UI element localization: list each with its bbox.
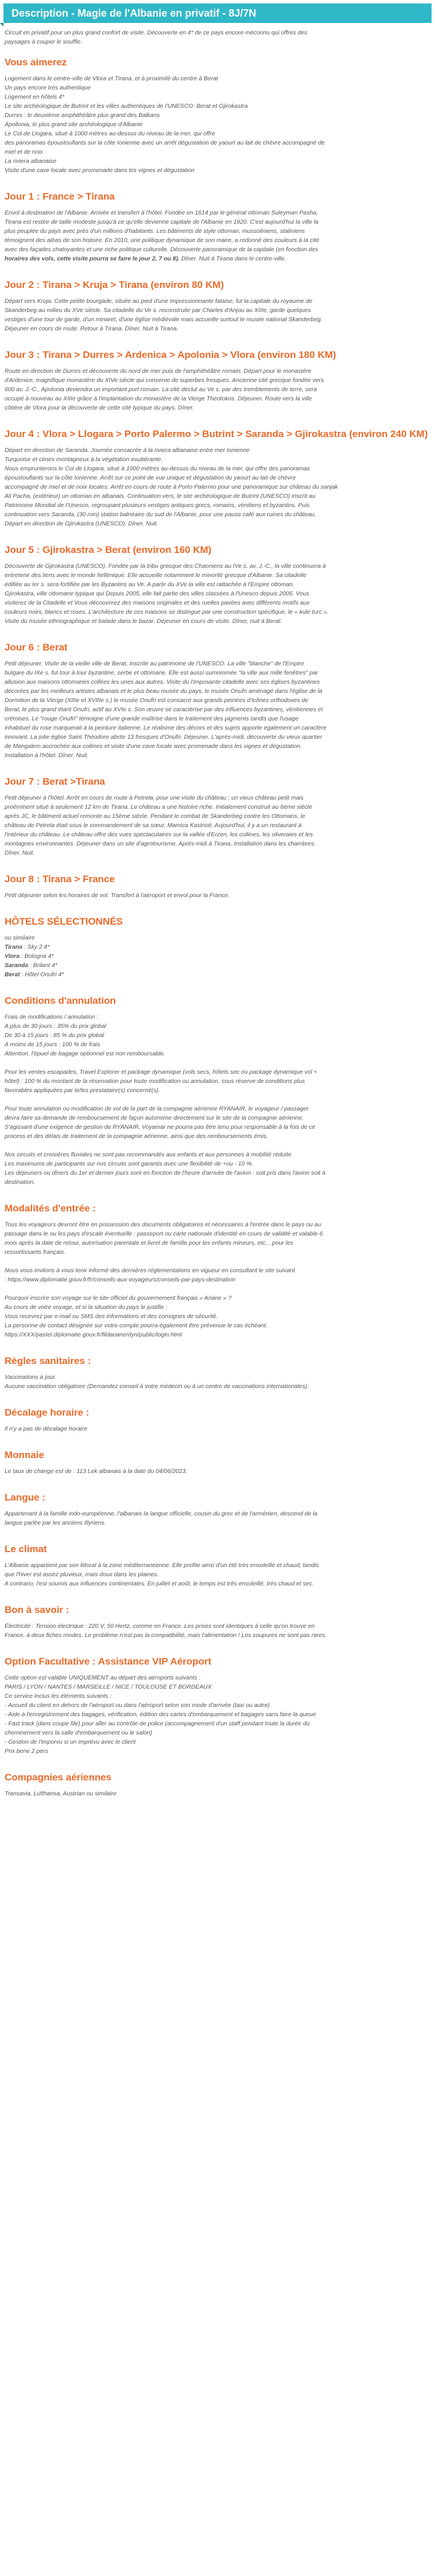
day-line: édifiée au Ier s. sera fortifiée par les Byzantins au Ve. A partir du XVe la ville est rattachée à l'Empire ottoman.	[5, 582, 294, 588]
love-item: Apollonia, le plus grand site archéologique d'Albanie	[5, 122, 143, 128]
love-item: Un pays encore très authentique	[5, 85, 91, 91]
day-line: château de Petrela était sous le commandement de sa sœur, Mamica Kastrioti. Aujourd'hui, il y a un restaurant à	[5, 823, 302, 829]
day-line: Dormition de la Vierge (XIIIe et XVIIIe s.) le musée Onufri est consacré aux grands peintres d'icônes orthodoxes de	[5, 697, 309, 704]
modalites-line: Vous recevrez par e-mail ou SMS des informations et des consignes de sécurité.	[5, 1314, 218, 1320]
cancel-line: hôtel) : 100 % du montant de la réservation pour toute modification ou annulation, sous réserve de conditions plus	[5, 1078, 305, 1085]
day-line: innovant. La jolie église Saint Théodore abrite 13 fresques d'Onufri. Déjeuner. L'après-midi, découverte du vieux quartier	[5, 734, 323, 741]
day-line: 600 av. J.-C., Apolonia deviendra un important port romain. La cité déclut au Ve s. par des tremblements de terre, sera	[5, 387, 317, 393]
day-line: Envol à destination de l'Albanie. Arrivée et transfert à l'hôtel. Fondée en 1614 par le général ottoman Suleyman Pasha,	[5, 210, 318, 216]
day-line: époustouflants sur la côte Ionienne. Arrêt sur ce point de vue unique et dégustation du yaourt au lait de chèvre	[5, 475, 296, 481]
day-line: occupé à nouveau au XIIIe grâce à l'implantation du monastère de la Vierge Theotokos. Déjeuner. Route vers la ville	[5, 396, 312, 402]
modalites-link[interactable]: https://XXX/pastel.diplomatie.gouv.fr/fildariane/dyn/public/login.html	[5, 1332, 182, 1338]
langue-line: langue parlée par les anciens Illyriens.	[5, 1520, 106, 1526]
day-title: Jour 6 : Berat	[5, 642, 68, 653]
love-item: Le site archéologique de Butrint et les villes authentiques de l'UNESCO: Berat et Gjirokastra	[5, 103, 248, 110]
vip-line: Ce service inclus les éléments suivants :	[5, 1693, 112, 1700]
day-line: Petit déjeuner. Visite de la vieille ville de Berat, inscrite au patrimoine de l'UNESCO. La ville "blanche" de l'Empire	[5, 661, 304, 667]
section-cancel	[5, 995, 430, 1187]
modalites-link[interactable]: : https://www.diplomatie.gouv.fr/fr/conseils-aux-voyageurs/conseils-par-pays-destination	[5, 1277, 236, 1283]
hotel-city: Tirana	[5, 944, 22, 950]
hotel-item	[5, 971, 430, 980]
day-line: Patrimoine Mondial de l'Unesco, regroupant plusieurs vestiges antiques grecs, romains, vénitiens et byzantins. Puis	[5, 502, 310, 509]
day-line: avec des façades chatoyantes et une riche politique culturelle. Découverte panoramique de la capitale (en fonction des	[5, 247, 319, 253]
day-line: crétoises. Le "rouge Onufri" témoigne d'une grande maîtrise dans le traitement des pigments tandis que l'usage	[5, 716, 299, 722]
section-title: Modalités d'entrée :	[5, 1203, 96, 1214]
day-title: Jour 8 : Tirana > France	[5, 874, 115, 884]
section-title: Règles sanitaires :	[5, 1355, 91, 1366]
day-line: continuation vers Saranda, (30 min) station balnéaire du sud de l'Albanie, pour une pause café aux ruines du château.	[5, 512, 316, 518]
section-bon-a-savoir	[5, 1604, 430, 1640]
day-line: proéminent situé à seulement 12 km de Tirana. Le château a une histoire riche. Initialement construit au 6ème siècle	[5, 804, 312, 810]
section-title: Option Facultative : Assistance VIP Aéroport	[5, 1656, 212, 1667]
day-line: Skanderbeg au milieu du XVe siècle. Sa citadelle du Ve s. reconstruite par Charles d'Anjou au XIIIe, garde quelques	[5, 307, 311, 314]
day-7	[5, 775, 430, 858]
section-modalites	[5, 1202, 430, 1340]
section-title: Compagnies aériennes	[5, 1772, 112, 1783]
day-line: l'intérieur du château. Le château offre des vues spectaculaires sur la vallée d'Erzen, les collines, les oliveraies et les	[5, 832, 313, 838]
love-item: Durres : le deuxième amphithéâtre plus grand des Balkans	[5, 112, 160, 119]
vip-line: cheminement vers la salle d'embarquement ou le salon)	[5, 1730, 153, 1736]
day-line: Découverte de Gjirokastra (UNESCO). Fondée par la tribu grecque des Chaoniens au IVe s. av. J.-C., la ville continuera à	[5, 563, 326, 570]
love-item: La riviera albanaise	[5, 158, 57, 165]
love-item: Visite d'une cave locale avec promenade dans les vignes et dégustation	[5, 167, 195, 174]
day-line: Nous emprunterons le Col de Llogara, situé à 1000 mètres au-dessus du niveau de la mer, qui offre des panoramas	[5, 466, 310, 472]
day-line	[5, 255, 430, 264]
section-title: Monnaie	[5, 1449, 44, 1460]
hotel-city: Saranda	[5, 962, 29, 969]
hotel-city: Vlora	[5, 953, 20, 960]
day-line: montagnes environnantes. Déjeuner dans un site d'agrotourisme. Après-midi à Tirana. Installation dans les chambres.	[5, 841, 316, 847]
day-line: Petit déjeuner selon les horaires de vol. Transfert à l'aéroport et envol pour la France.	[5, 893, 230, 899]
cancel-line: Pour toute annulation ou modification de vol de la part de la compagnie aérienne RYANAIR, le voyageur / passager	[5, 1106, 309, 1112]
cancel-line: Nos circuits et croisières fluviales ne sont pas recommandés aux enfants et aux personnes à mobilité réduite.	[5, 1152, 293, 1158]
day-title: Jour 4 : Vlora > Llogara > Porto Palermo > Butrint > Saranda > Gjirokastra (environ 240 KM)	[5, 428, 428, 439]
cancel-line: devra faire sa demande de remboursement de façon autonome directement sur le site de la compagnie aérienne.	[5, 1115, 304, 1121]
day-line: Départ vers Kruja. Cette petite bourgade, située au pied d'une impressionnante falaise, fut la capitale du royaume de	[5, 298, 313, 305]
day-line: d'Ardenice, magnifique monastère du XIVe siècle qui conserve de superbes fresques. Ancienne cité grecque fondée vers	[5, 377, 324, 384]
vip-line: - Accueil du client en dehors de l'aéroport ou dans l'aéroport selon son mode d'arrivée (taxi ou autre)	[5, 1702, 270, 1709]
modalites-line: passage dans le ou les pays d'escale éventuelle : passeport ou carte nationale d'identité en cours de validité et valable 6	[5, 1231, 323, 1237]
day-line: Départ en direction de Saranda. Journée consacrée à la riviera albanaise entre mer Ionienne	[5, 447, 250, 454]
day-line: après JC, le bâtiment actuel remonte au 15ème siècle. Pendant le combat de Skanderbeg contre les Ottomans, le	[5, 813, 305, 820]
day-5	[5, 544, 430, 626]
day-line: de Mangalem accrochée aux collines et visite d'une cave locale avec promenade dans les vignes et dégustation.	[5, 743, 302, 750]
climat-line: L'Albanie appartient par son littoral à la zone méditerranéenne. Elle profite ainsi d'un été très ensoleillé et chaud, tandis	[5, 1562, 319, 1569]
climat-line: que l'hiver est assez pluvieux, mais doux dans les plaines.	[5, 1572, 159, 1578]
section-vip	[5, 1655, 430, 1756]
section-title: Le climat	[5, 1544, 47, 1554]
modalites-line: Nous vous invitons à vous tenir informé des dernières réglementations en vigueur en consultant le site suivant	[5, 1268, 295, 1274]
love-item: Logement dans le centre-ville de Vlora et Tirana, et à proximité du centre à Berat	[5, 76, 218, 82]
section-sanitaire	[5, 1355, 430, 1392]
hotel-name: : Sky 2 4*	[22, 944, 50, 950]
cancel-line: process et des délais de traitement de la compagnie aérienne, ainsi que des remboursements émis.	[5, 1133, 269, 1140]
section-climat	[5, 1543, 430, 1589]
day-line: bulgare du IXe s. fut tour à tour byzantine, serbe et ottomane. Elle est aussi surnommée "la ville aux mille fenêtres" par	[5, 670, 319, 676]
intro-line: Circuit en privatif pour un plus grand confort de visite. Découverte en 4* de ce pays encore méconnu qui offres des	[5, 30, 308, 36]
decalage-line: Il n'y a pas de décalage horaire	[5, 1426, 88, 1432]
day-line: visiterez de la Citadelle et Vous découvrirez des maisons originales et des ruelles pavées avec différents motifs aux	[5, 600, 310, 606]
hotel-name: : Brilant 4*	[28, 962, 57, 969]
section-hotels	[5, 915, 430, 980]
cancel-line: A moins de 15 jours : 100 % de frais	[5, 1042, 100, 1048]
hotel-item	[5, 943, 430, 952]
hotel-item	[5, 952, 430, 961]
day-line: Petit déjeuner à l'hôtel. Arrêt en cours de route à Petrela, pour une visite du château ; un vieux château petit mais	[5, 795, 304, 801]
day-title: Jour 3 : Tirana > Durres > Ardenica > Apolonia > Vlora (environ 180 KM)	[5, 349, 336, 360]
day-line: accompagné de miel et de noix locales. Arrêt en cours de route à Porto Palermo pour une panoramique sur château du sanjak	[5, 484, 338, 490]
day-title: Jour 2 : Tirana > Kruja > Tirana (environ 80 KM)	[5, 279, 224, 290]
cancel-line: Attention, l'épuel de bagage optionnel est non remboursable.	[5, 1051, 165, 1057]
cancel-line: De 30 à 15 jours : 85 % du prix global	[5, 1032, 104, 1039]
monnaie-line: Le taux de change est de : 113 Lek albanais à la date du 04/06/2023.	[5, 1468, 188, 1475]
vip-line: - Gestion de l'imporvu si un imprévu avec le client	[5, 1739, 136, 1745]
section-title: HÔTELS SÉLECTIONNÉS	[5, 916, 123, 927]
section-title: Décalage horaire :	[5, 1407, 90, 1418]
bon-a-savoir-line: Électricité : Tension électrique : 220 V, 50 Hertz, comme en France. Les prises sont identiques à celle qu'on trouve en	[5, 1623, 315, 1630]
section-title: Langue :	[5, 1492, 45, 1503]
vip-line: Prix bene 2 pers	[5, 1748, 48, 1755]
section-decalage	[5, 1406, 430, 1434]
intro-line: paysages à couper le souffle.	[5, 39, 83, 45]
vip-line: Cette option est valable UNIQUEMENT au départ des aéroports suivants :	[5, 1675, 201, 1681]
bon-a-savoir-line: France, à deux fiches rondes. Le problème n'est pas la compatibilité, mais l'alimentation ! Les coupures ne sont pas rares.	[5, 1632, 327, 1639]
modalites-line: La personne de contact désignée sur votre compte pourra également être prévenue le cas échéant.	[5, 1323, 268, 1329]
cancel-line: Les maximums de participants sur nos circuits sont garantis avec une flexibilité de +ou - 10 %.	[5, 1161, 254, 1167]
day-line: Turquoise et cimes montagneux à la végétation exubérante.	[5, 457, 163, 463]
day-title: Jour 7 : Berat >Tirana	[5, 776, 105, 787]
day-line: décorées par les meilleurs artistes albanais et le plus beau musée du pays, le musée Onufri aménagé dans l'église de la	[5, 688, 323, 695]
compagnies-line: Transavia, Lufthansa, Austrian ou similaire	[5, 1791, 117, 1797]
hotel-item	[5, 961, 430, 971]
section-compagnies	[5, 1771, 430, 1799]
day-line: plus peuplée du pays avec près d'un millions d'habitants. Les bâtiments de style ottoman, mussoliniens, staliniens	[5, 228, 305, 235]
day-8	[5, 873, 430, 901]
page-title-banner: Description - Magie de l'Albanie en privatif - 8J/7N	[3, 3, 432, 23]
day-line: inhabituel du rose marquerait à la peinture italienne. Le réalisme des décors et des sujets apporte également un caractère	[5, 725, 327, 731]
day-line: allusion aux maisons ottomanes collées les unes aux autres. Visite du l'imposante citadelle avec ses églises byzantines	[5, 679, 320, 685]
day-line: vestiges d'une tour de garde, d'un minaret, d'une église médiévale mais accueille surtout le musée national Skanderbeg.	[5, 317, 323, 323]
cancel-line: Les déjeuners ou dîners du 1er et dernier jours sont en fonction de l'heure d'arrivée de l'avion : soit pris dans l'avion soit à	[5, 1170, 325, 1176]
section-langue	[5, 1491, 430, 1528]
love-item: Logement en hôtels 4*	[5, 94, 64, 100]
vip-line: - Aide à l'enregistrement des bagages, vérification, édition des cartes d'embarquement et bagages sans faire la queue	[5, 1712, 316, 1718]
hotel-name: : Hôtel Onufri 4*	[20, 972, 64, 978]
hotel-city: Berat	[5, 972, 20, 978]
day-line: Installation à l'hôtel. Dîner. Nuit.	[5, 753, 88, 759]
day-title: Jour 1 : France > Tirana	[5, 191, 115, 202]
cancel-line: favorables appliquées par le/les prestataire(s) concerné(s).	[5, 1088, 160, 1094]
section-title: Conditions d'annulation	[5, 995, 116, 1006]
day-line: témoignent des aléas de son histoire. En 2010, une politique dynamique de son maire, a redonné des couleurs à la cité	[5, 237, 320, 244]
day-line: Ali Pacha, (extérieur) un ottoman en albanais. Continuation vers, le site archéologique de Butrint (UNESCO) inscrit au	[5, 493, 316, 500]
modalites-line: mois après la date de retour, autorisation parentale et livret de famille pour les enfants mineurs, etc... pour les	[5, 1240, 294, 1246]
day-line: Visite du musée ethnographique et balade dans le bazar. Déjeuner en cours de visite. Dîner, nuit à Berat.	[5, 618, 282, 625]
day-line: Tirana est restée de taille modeste jusqu'à ce qu'elle devienne capitale de l'Albanie en 1920. C'est aujourd'hui la ville la	[5, 219, 319, 225]
cancel-line: Pour les ventes escapades, Travel Explorer et package dynamique (vols secs, hôtels sec ou package dynamique vol +	[5, 1069, 317, 1075]
day-line: côtière de Vlora pour la découverte de cette cité typique du pays. Dîner.	[5, 405, 194, 411]
cancel-line: Frais de modifications / annulation :	[5, 1014, 99, 1020]
intro	[5, 29, 430, 47]
day-line: Gjirokastra, ville ottomane typique qui Depuis 2005, elle fait partie des villes classées à l'Unesco depuis 2005. Vous	[5, 591, 309, 597]
cancel-line: S'agissant d'une exigence de gestion de RYANAIR, Voyamar ne pourra pas être tenu pour responsable à la fois de ce	[5, 1124, 316, 1131]
day-3	[5, 349, 430, 413]
section-love	[5, 56, 430, 176]
day-line: Départ en direction de Gjirokastra (UNESCO). Dîner. Nuit.	[5, 521, 158, 527]
modalites-line: Pourquoi inscrire son voyage sur le site officiel du gouvernement français « Ariane » ?	[5, 1295, 232, 1301]
section-title: Bon à savoir :	[5, 1604, 69, 1615]
section-monnaie	[5, 1449, 430, 1476]
day-line: Berat, le plus grand étant Onufri, actif au XVIe s. Son œuvre se caractérise par des influences byzantines, vénitiennes et	[5, 707, 323, 713]
vip-line: - Fast track (dans coupe file) pour aller au contrôle de police (accompagnement d'un staff pendant toute la durée du	[5, 1721, 310, 1727]
climat-line: A contrario, l'est soumis aux influences continentales. En juillet et août, le temps est très ensoleillé, très chaud et sec.	[5, 1581, 314, 1587]
modalites-line: Tous les voyageurs devront être en possession des documents obligatoires et nécessaires à l'entrée dans le pays ou au	[5, 1222, 321, 1228]
day-2	[5, 279, 430, 334]
day-4	[5, 428, 430, 529]
day-line: entretenir des liens avec le monde hellénique. Elle accueille notamment le minorité grecque d'Albanie. Sa citadelle	[5, 572, 306, 579]
vip-line: PARIS / LYON / NANTES / MARSEILLE / NICE / TOULOUSE ET BORDEAUX	[5, 1684, 212, 1690]
love-item: Le Col de Llogara, situé à 1000 mètres au-dessus du niveau de la mer, qui offre	[5, 131, 215, 137]
modalites-line: Au cours de votre voyage, et si la situation du pays le justifie :	[5, 1304, 168, 1311]
love-item: des panoramas époustouflants sur la côte Ionienne avec un arrêt dégustation de yaourt au lait de chèvre accompagné de	[5, 140, 325, 146]
cancel-line: A plus de 30 jours : 35% du prix global	[5, 1023, 106, 1030]
day-line: couleurs noirs, blancs et roses. L'architecture de ces maisons se distingue par une construction spécifique, le « kule turc ».	[5, 609, 329, 615]
day-line: Déjeuner en cours de route. Retour à Tirana. Dîner. Nuit à Tirana.	[5, 326, 178, 332]
content	[0, 23, 435, 1799]
langue-line: Appartenant à la famille indo-européenne, l'albanais la langue officielle, cousin du grec et de l'arménien, descend de la	[5, 1511, 318, 1517]
day-title: Jour 5 : Gjirokastra > Berat (environ 160 KM)	[5, 544, 212, 555]
modalites-line: ressortissants français.	[5, 1249, 66, 1256]
day-line: Dîner. Nuit.	[5, 850, 35, 856]
sanitaire-line: Aucune vaccination obligatoire (Demandez conseil à votre médecin ou à un centre de vaccinations internationales).	[5, 1384, 309, 1390]
day-bold-text: horaires des vols, cette visite pourra se faire le jour 2, 7 ou 8).	[5, 256, 180, 262]
sanitaire-line: Vaccinations à jour.	[5, 1374, 56, 1381]
cancel-line: destination.	[5, 1179, 36, 1186]
day-1	[5, 190, 430, 264]
section-title: Vous aimerez	[5, 57, 67, 68]
love-item: miel et de noix	[5, 149, 43, 155]
day-line: Route en direction de Durres et découverte du nord de mer puis de l'amphithéâtre romain. Départ pour le monastère	[5, 368, 312, 375]
day-line-tail: Dîner. Nuit à Tirana dans le centre-ville.	[179, 256, 286, 262]
hotel-name: : Bologna 4*	[20, 953, 54, 960]
hotels-subtitle: ou similaire	[5, 935, 35, 941]
day-6	[5, 641, 430, 761]
